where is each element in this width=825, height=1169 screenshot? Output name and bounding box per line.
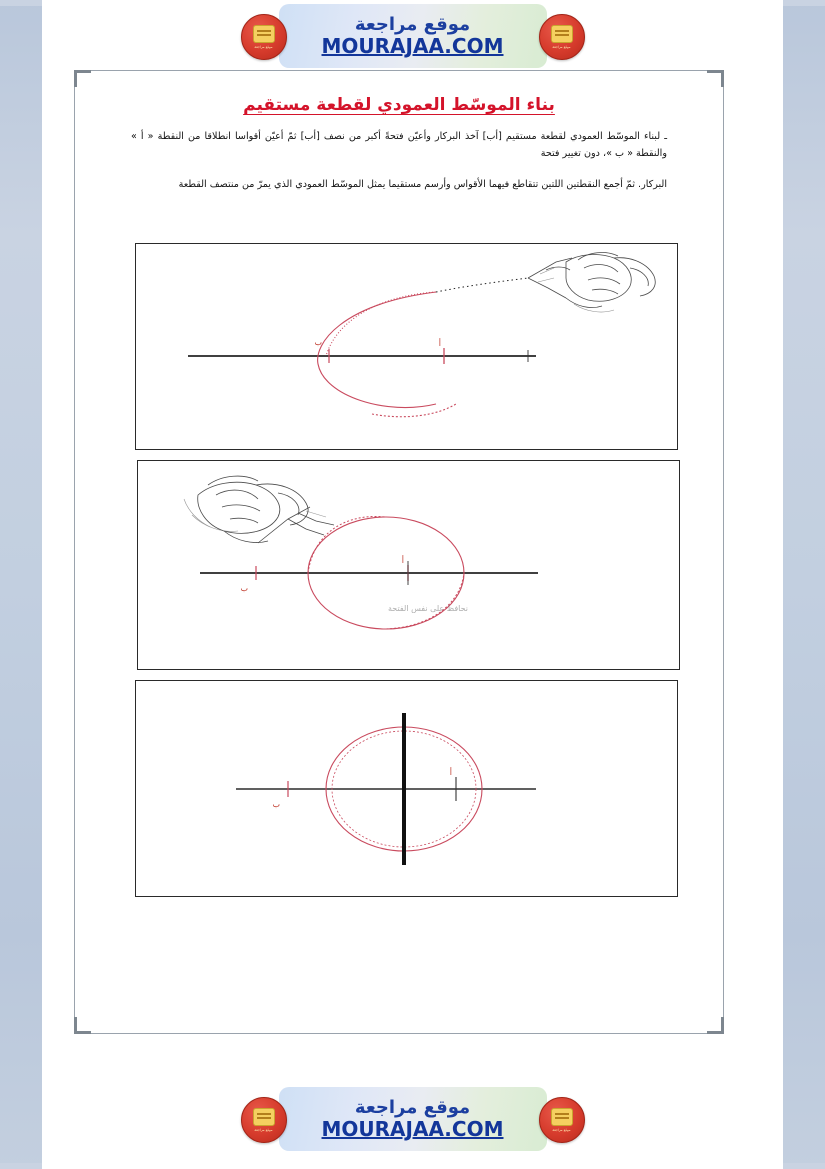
banner-url-bottom[interactable]: MOURAJAA.COM <box>321 1116 504 1141</box>
mourajaa-logo-icon-top-left <box>241 14 287 60</box>
svg-text:ب: ب <box>240 584 248 593</box>
figure-2-caption: نحافظ على نفس الفتحة <box>387 604 468 613</box>
mourajaa-logo-icon-bottom-right <box>539 1097 585 1143</box>
banner-title-ar-top: موقع مراجعة <box>354 13 471 35</box>
badge-caption-top-right: موقع مراجعة <box>552 45 571 49</box>
svg-text:ب: ب <box>272 800 280 809</box>
banner-text-bottom <box>322 1098 504 1141</box>
page-title: بناء الموسّط العمودي لقطعة مستقيم <box>243 95 555 115</box>
book-icon <box>551 1108 573 1126</box>
book-icon <box>253 25 275 43</box>
figure-compass-arc-1 <box>135 243 678 450</box>
mourajaa-logo-icon-bottom-left <box>241 1097 287 1143</box>
banner-title-ar-bottom: موقع مراجعة <box>354 1096 471 1118</box>
paragraph-1: ـ لبناء الموسّط العمودي لقطعة مستقيم [أب] آخذ البركار وأعيّن فتحةً أكبر من نصف [أب] ثمّ أعيّن أقواسا انطلاقا من النقطة « أ » والنقطة « ب »، دون تغيير فتحة <box>131 131 667 159</box>
book-icon <box>253 1108 275 1126</box>
badge-caption-top-left: موقع مراجعة <box>254 45 273 49</box>
figure-2-drawing <box>138 461 679 669</box>
svg-text:أ: أ <box>438 339 441 348</box>
figure-compass-arc-2 <box>137 460 680 670</box>
page-border-right <box>783 0 825 1169</box>
worksheet-content <box>83 79 715 1025</box>
svg-text:أ: أ <box>401 556 404 565</box>
worksheet-frame <box>74 70 724 1034</box>
book-icon <box>551 25 573 43</box>
figure-perpendicular-bisector <box>135 680 678 897</box>
paragraph-2: البركار. ثمّ أجمع النقطتين اللتين تتقاطع فيهما الأقواس وأرسم مستقيما يمثل الموسّط العمودي الذي يمرّ من منتصف القطعة <box>178 178 667 190</box>
site-banner-bottom <box>203 1083 623 1155</box>
banner-url-top[interactable]: MOURAJAA.COM <box>321 33 504 58</box>
page-border-left <box>0 0 42 1169</box>
site-banner-top <box>203 0 623 72</box>
badge-caption-bottom-right: موقع مراجعة <box>552 1128 571 1132</box>
svg-text:ب: ب <box>314 338 322 347</box>
banner-text-top <box>322 15 504 58</box>
badge-caption-bottom-left: موقع مراجعة <box>254 1128 273 1132</box>
figure-3-drawing <box>136 681 677 896</box>
figure-1-drawing <box>136 244 677 449</box>
mourajaa-logo-icon-top-right <box>539 14 585 60</box>
svg-text:أ: أ <box>449 768 452 777</box>
